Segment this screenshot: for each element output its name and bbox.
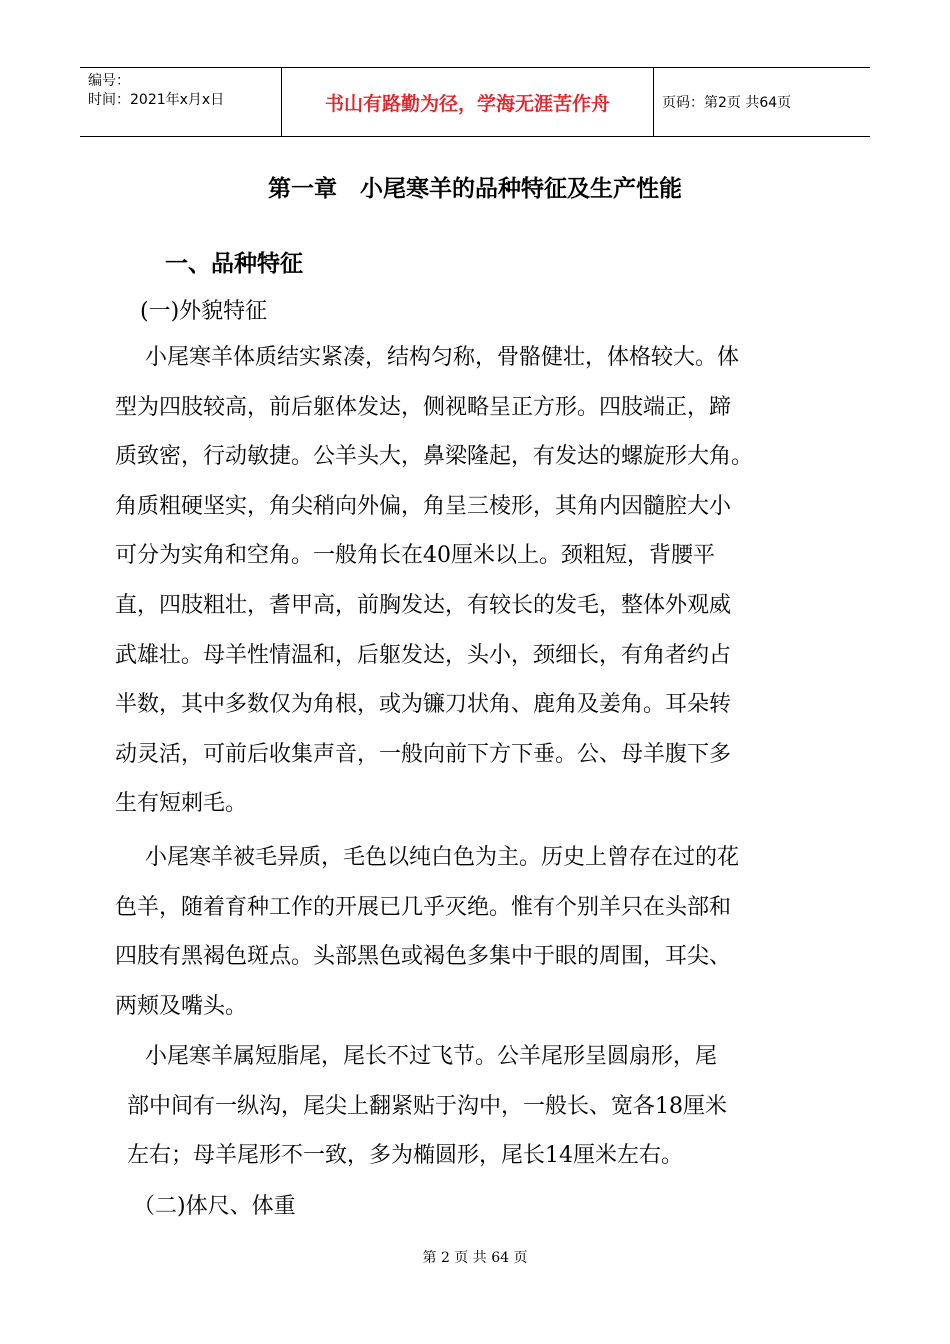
document-header bbox=[80, 67, 870, 137]
paragraph-tail bbox=[127, 1032, 727, 1181]
text-line: 左右；母羊尾形不一致，多为椭圆形，尾长14厘米左右。 bbox=[127, 1143, 683, 1169]
text-line: 小尾寒羊被毛异质，毛色以纯白色为主。历史上曾存在过的花 bbox=[145, 845, 740, 870]
text-line: 色羊，随着育种工作的开展已几乎灭绝。惟有个别羊只在头部和 bbox=[115, 894, 732, 920]
text-line: 可分为实角和空角。一般角长在40厘米以上。颈粗短，背腰平 bbox=[115, 543, 715, 569]
chapter-title: 第一章 小尾寒羊的品种特征及生产性能 bbox=[268, 176, 682, 202]
paragraph-wool-color bbox=[115, 833, 739, 1031]
subsection-title-body-size: （二)体尺、体重 bbox=[133, 1194, 296, 1219]
text-line: 生有短刺毛。 bbox=[115, 791, 248, 817]
text-line: 部中间有一纵沟，尾尖上翻紧贴于沟中，一般长、宽各18厘米 bbox=[127, 1093, 727, 1119]
text-line: 两颊及嘴头。 bbox=[115, 993, 248, 1019]
text-line: 动灵活，可前后收集声音，一般向前下方下垂。公、母羊腹下多 bbox=[115, 741, 732, 767]
paragraph-appearance bbox=[115, 333, 753, 829]
text-line: 直，四肢粗壮，耆甲高，前胸发达，有较长的发毛，整体外观威 bbox=[115, 592, 732, 618]
header-motto: 书山有路勤为径，学海无涯苦作舟 bbox=[282, 68, 654, 136]
text-line: 角质粗硬坚实，角尖稍向外偏，角呈三棱形，其角内因髓腔大小 bbox=[115, 493, 732, 519]
header-page-info: 页码：第2页 共64页 bbox=[662, 95, 792, 111]
text-line: 小尾寒羊属短脂尾，尾长不过飞节。公羊尾形呈圆扇形，尾 bbox=[145, 1044, 718, 1069]
document-number-label: 编号： bbox=[88, 73, 130, 89]
text-line: 武雄壮。母羊性情温和，后躯发达，头小，颈细长，有角者约占 bbox=[115, 642, 732, 668]
text-line: 四肢有黑褐色斑点。头部黑色或褐色多集中于眼的周围，耳尖、 bbox=[115, 944, 732, 970]
document-date: 时间：2021年x月x日 bbox=[88, 92, 225, 108]
text-line: 质致密，行动敏捷。公羊头大，鼻梁隆起，有发达的螺旋形大角。 bbox=[115, 444, 754, 470]
header-meta bbox=[80, 68, 282, 136]
subsection-title-appearance: (一)外貌特征 bbox=[140, 299, 268, 324]
text-line: 型为四肢较高，前后躯体发达，侧视略呈正方形。四肢端正，蹄 bbox=[115, 394, 732, 420]
page-footer: 第 2 页 共 64 页 bbox=[422, 1250, 528, 1266]
text-line: 半数，其中多数仅为角根，或为镰刀状角、鹿角及姜角。耳朵转 bbox=[115, 692, 732, 718]
text-line: 小尾寒羊体质结实紧凑，结构匀称，骨骼健壮，体格较大。体 bbox=[145, 345, 740, 370]
section-title: 一、品种特征 bbox=[165, 251, 303, 277]
